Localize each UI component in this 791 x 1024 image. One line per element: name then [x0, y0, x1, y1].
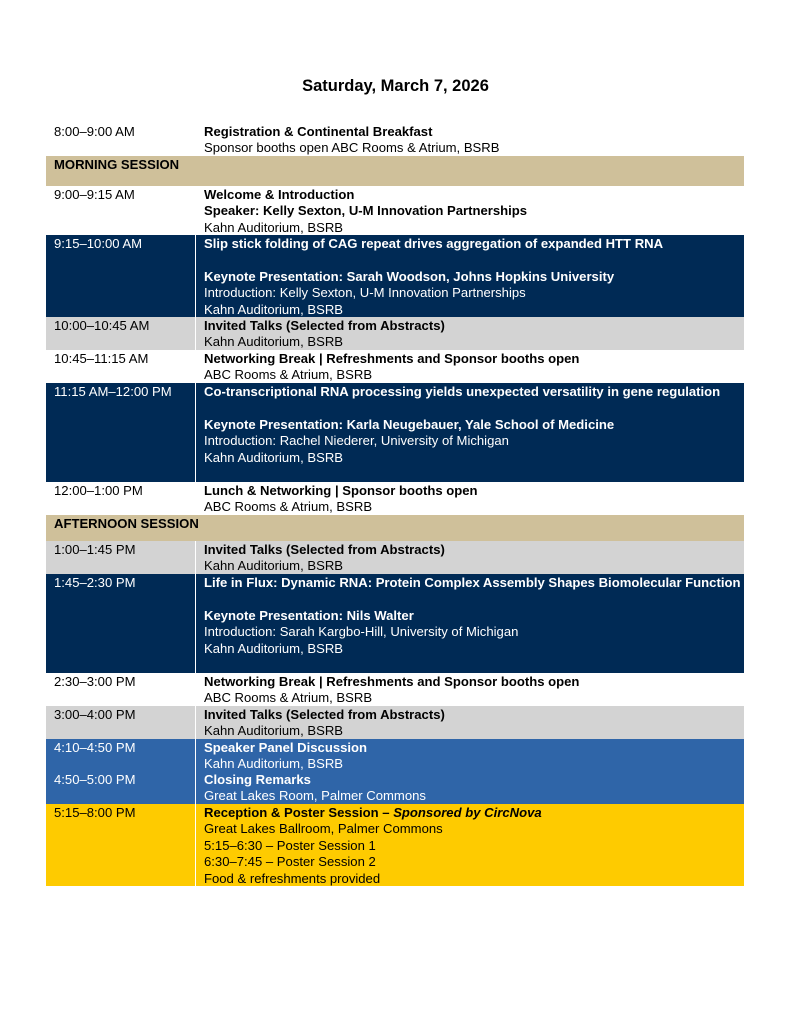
row-location: Kahn Auditorium, BSRB: [204, 558, 344, 574]
row-location: Kahn Auditorium, BSRB: [204, 640, 344, 656]
keynote-speaker: Keynote Presentation: Sarah Woodson, Johns Hopkins University: [204, 268, 615, 284]
row-location: Kahn Auditorium, BSRB: [204, 219, 344, 235]
row-details: [196, 541, 744, 574]
row-speaker: Speaker: Kelly Sexton, U-M Innovation Partnerships: [204, 203, 528, 219]
poster-session-1: 5:15–6:30 – Poster Session 1: [204, 837, 376, 853]
schedule-row: [46, 350, 744, 383]
row-location: Sponsor booths open ABC Rooms & Atrium, BSRB: [204, 140, 500, 156]
row-time: 4:10–4:50 PM: [46, 739, 196, 771]
row-title: Reception & Poster Session –: [204, 805, 394, 820]
row-title: Lunch & Networking | Sponsor booths open: [204, 483, 478, 498]
page-title: Saturday, March 7, 2026: [302, 77, 489, 95]
row-details: [196, 673, 744, 706]
row-location: Kahn Auditorium, BSRB: [204, 301, 344, 317]
row-title: Registration & Continental Breakfast: [204, 124, 433, 139]
talk-title: Slip stick folding of CAG repeat drives aggregation of expanded HTT RNA: [204, 236, 664, 251]
row-details: [196, 123, 744, 156]
row-time: 5:15–8:00 PM: [46, 804, 196, 886]
row-details: [196, 317, 744, 350]
row-title: Closing Remarks: [204, 772, 311, 787]
afternoon-session-header: AFTERNOON SESSION: [46, 515, 744, 541]
row-location: ABC Rooms & Atrium, BSRB: [204, 690, 373, 706]
row-location: Great Lakes Ballroom, Palmer Commons: [204, 821, 443, 837]
row-location: Kahn Auditorium, BSRB: [204, 449, 344, 465]
row-location: ABC Rooms & Atrium, BSRB: [204, 367, 373, 383]
morning-session-header: MORNING SESSION: [46, 156, 744, 186]
row-details: [196, 706, 744, 739]
schedule-row: [46, 673, 744, 706]
row-time: 9:15–10:00 AM: [46, 235, 196, 317]
row-time: 10:00–10:45 AM: [46, 317, 196, 350]
row-details: [196, 804, 744, 886]
row-details: [196, 574, 744, 673]
row-title-line: [204, 805, 744, 821]
row-details: [196, 350, 744, 383]
row-details: [196, 186, 744, 235]
schedule-row-keynote: [46, 235, 744, 317]
schedule-table: [46, 123, 744, 886]
row-title: Invited Talks (Selected from Abstracts): [204, 318, 445, 333]
schedule-row: [46, 123, 744, 156]
row-location: ABC Rooms & Atrium, BSRB: [204, 499, 373, 515]
row-time: 1:45–2:30 PM: [46, 574, 196, 673]
row-time: 3:00–4:00 PM: [46, 706, 196, 739]
schedule-row: [46, 186, 744, 235]
row-time: 10:45–11:15 AM: [54, 351, 149, 366]
sponsor-credit: Sponsored by CircNova: [393, 805, 542, 820]
row-time: 11:15 AM–12:00 PM: [46, 383, 196, 482]
schedule-row-reception: [46, 804, 744, 886]
schedule-row-keynote: [46, 574, 744, 673]
row-location: Great Lakes Room, Palmer Commons: [204, 788, 426, 804]
poster-session-2: 6:30–7:45 – Poster Session 2: [204, 854, 376, 870]
schedule-row: [46, 771, 744, 804]
row-details: [196, 235, 744, 317]
schedule-row: [46, 317, 744, 350]
row-details: [196, 739, 744, 771]
row-title: Invited Talks (Selected from Abstracts): [204, 707, 445, 722]
row-title: Networking Break | Refreshments and Sponsor booths open: [204, 351, 580, 366]
keynote-speaker: Keynote Presentation: Karla Neugebauer, Yale School of Medicine: [204, 416, 615, 432]
row-title: Welcome & Introduction: [204, 187, 355, 202]
row-title: Speaker Panel Discussion: [204, 740, 368, 755]
row-time: 9:00–9:15 AM: [54, 187, 135, 202]
row-details: [196, 482, 744, 515]
row-location: Kahn Auditorium, BSRB: [204, 756, 344, 772]
row-title: Invited Talks (Selected from Abstracts): [204, 542, 445, 557]
talk-title: Co-transcriptional RNA processing yields unexpected versatility in gene regulation: [204, 384, 721, 399]
row-details: [196, 383, 744, 482]
row-time: 2:30–3:00 PM: [54, 674, 136, 689]
introduction: Introduction: Rachel Niederer, University of Michigan: [204, 433, 509, 449]
schedule-row: [46, 482, 744, 515]
schedule-row: [46, 739, 744, 771]
row-time: 8:00–9:00 AM: [54, 124, 135, 139]
introduction: Introduction: Sarah Kargbo-Hill, University of Michigan: [204, 624, 519, 640]
row-time: 12:00–1:00 PM: [54, 483, 143, 498]
row-time: 1:00–1:45 PM: [46, 541, 196, 574]
keynote-speaker: Keynote Presentation: Nils Walter: [204, 607, 414, 623]
schedule-row: [46, 541, 744, 574]
row-time: 4:50–5:00 PM: [46, 771, 196, 804]
row-location: Kahn Auditorium, BSRB: [204, 723, 344, 739]
introduction: Introduction: Kelly Sexton, U-M Innovation Partnerships: [204, 285, 526, 301]
row-details: [196, 771, 744, 804]
refreshments-note: Food & refreshments provided: [204, 870, 381, 886]
row-location: Kahn Auditorium, BSRB: [204, 334, 344, 350]
talk-title: Life in Flux: Dynamic RNA: Protein Complex Assembly Shapes Biomolecular Function: [204, 575, 741, 590]
schedule-row: [46, 706, 744, 739]
row-title: Networking Break | Refreshments and Sponsor booths open: [204, 674, 580, 689]
schedule-row-keynote: [46, 383, 744, 482]
